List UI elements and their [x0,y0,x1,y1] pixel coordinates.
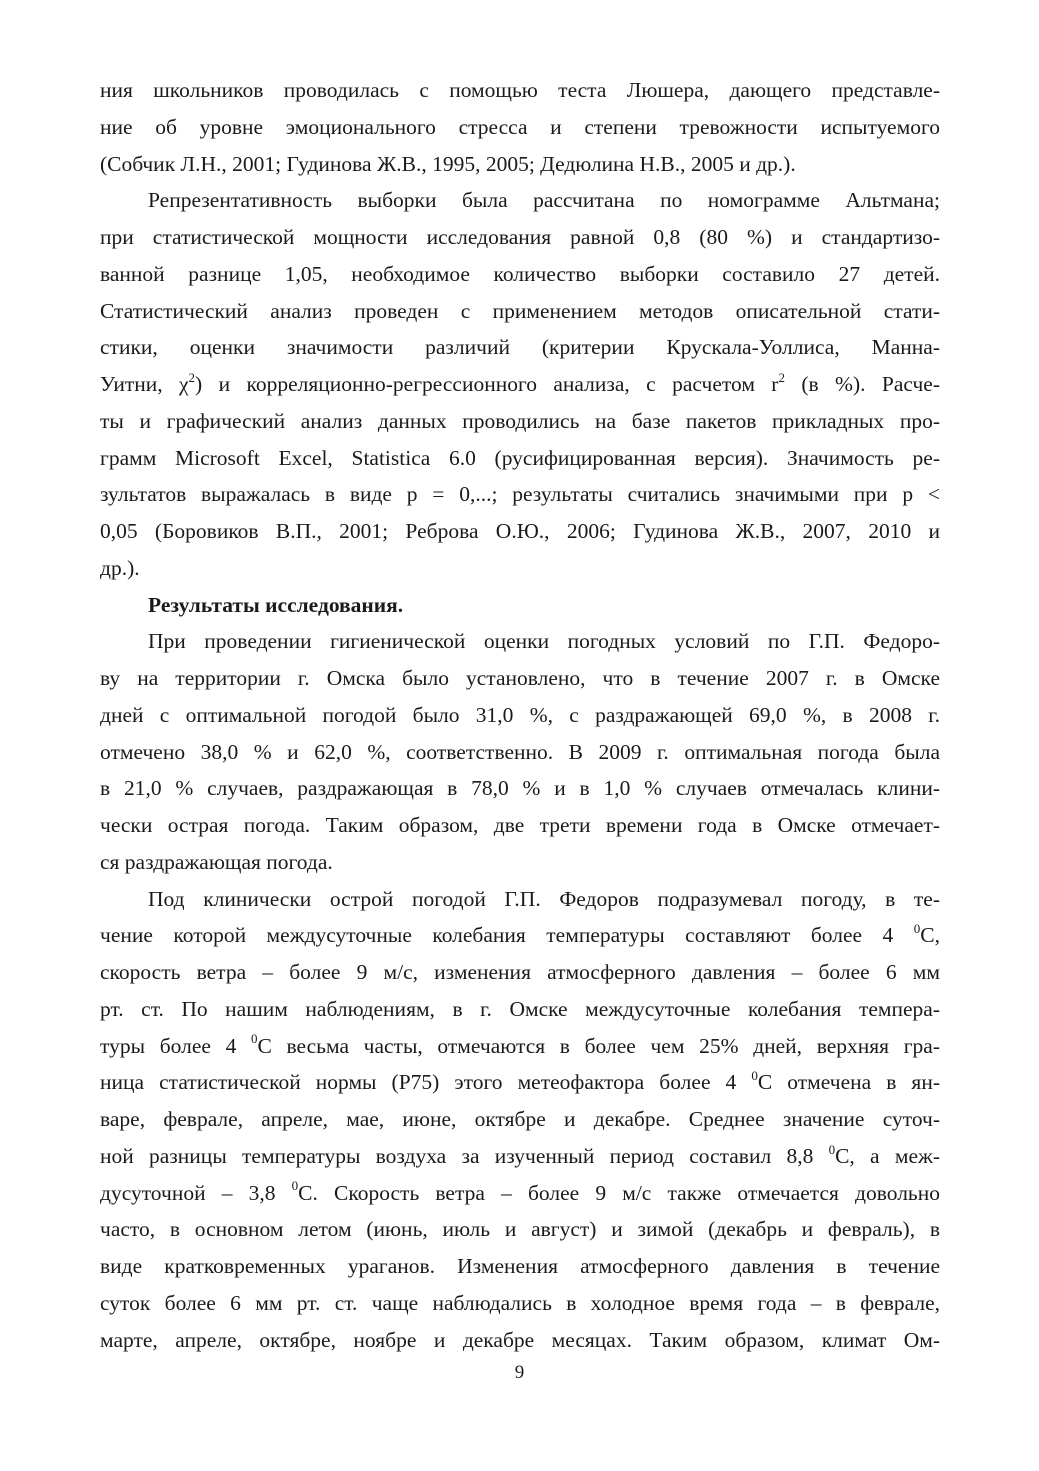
paragraph [100,72,940,182]
text-line [100,991,940,1028]
text-line [100,697,940,734]
text-line [100,72,940,109]
text-run: в 21,0 % случаев, раздражающая в 78,0 % и в 1,0 % случаев отмечалась клини- [100,776,940,801]
text-line [100,844,940,881]
text-run: ся раздражающая погода. [100,849,333,874]
text-run: При проведении гигиенической оценки погодных условий по Г.П. Федоро- [148,629,940,654]
text-line [100,1028,940,1065]
page-number: 9 [514,1362,525,1383]
text-run: Результаты исследования. [148,592,404,617]
paragraph [100,623,940,880]
text-line [100,440,940,477]
text-line [100,807,940,844]
text-run: ты и графический анализ данных проводились на базе пакетов прикладных про- [100,408,940,433]
superscript: 0 [751,1068,758,1084]
text-line [100,219,940,256]
text-run: С отмечена в ян- [757,1070,940,1095]
text-run: Под клинически острой погодой Г.П. Федоров подразумевал погоду, в те- [148,886,940,911]
text-run: марте, апреле, октябре, ноябре и декабре месяцах. Таким образом, климат Ом- [100,1327,940,1352]
text-run: стики, оценки значимости различий (критерии Крускала-Уоллиса, Манна- [100,335,940,360]
text-line [100,1285,940,1322]
text-run: Уитни, χ [100,372,189,396]
text-line [100,1101,940,1138]
paragraph [100,182,940,586]
text-line [100,513,940,550]
text-run: ) и корреляционно-регрессионного анализа, с расчетом r [195,372,779,396]
superscript: 0 [913,921,921,937]
text-run: при статистической мощности исследования равной 0,8 (80 %) и стандартизо- [100,225,940,249]
text-line [100,623,940,660]
text-run: С. Скорость ветра – более 9 м/с также отмечается довольно [298,1180,940,1205]
text-line [100,1064,940,1101]
text-run: др.). [100,555,140,580]
text-line [100,146,940,183]
text-run: виде кратковременных ураганов. Изменения атмосферного давления в течение [100,1254,940,1278]
text-line [100,1248,940,1285]
superscript: 2 [778,369,785,385]
text-run: С весьма часты, отмечаются в более чем 25% дней, верхняя гра- [257,1033,941,1058]
text-run: дусуточной – 3,8 [100,1180,292,1205]
text-line [100,660,940,697]
text-line [100,182,940,219]
text-run: чески острая погода. Таким образом, две трети времени года в Омске отмечает- [100,813,940,837]
text-run: Репрезентативность выборки была рассчитана по номограмме Альтмана; [148,188,940,213]
text-run: ву на территории г. Омска было установлено, что в течение 2007 г. в Омске [100,666,940,690]
text-line [100,1322,940,1359]
text-run: рт. ст. По нашим наблюдениям, в г. Омске междусуточные колебания темпера- [100,996,940,1021]
text-run: (в %). Расче- [784,372,940,396]
superscript: 0 [828,1141,836,1157]
text-run: Статистический анализ проведен с применением методов описательной стати- [100,298,940,323]
text-run: грамм Microsoft Excel, Statistica 6.0 (русифицированная версия). Значимость ре- [100,445,940,470]
text-line [100,403,940,440]
text-run: 0,05 (Боровиков В.П., 2001; Реброва О.Ю., 2006; Гудинова Ж.В., 2007, 2010 и [100,519,940,543]
text-line [100,256,940,293]
text-line [100,881,940,918]
text-run: зультатов выражалась в виде p = 0,...; результаты считались значимыми при p < [100,482,940,507]
text-run: ние об уровне эмоционального стресса и степени тревожности испытуемого [100,114,940,139]
superscript: 0 [291,1178,299,1194]
text-run: (Собчик Л.Н., 2001; Гудинова Ж.В., 1995, 2005; Дедюлина Н.В., 2005 и др.). [100,151,796,176]
superscript: 2 [188,369,196,385]
text-run: суток более 6 мм рт. ст. чаще наблюдались в холодное время года – в феврале, [100,1290,940,1315]
text-run: скорость ветра – более 9 м/с, изменения атмосферного давления – более 6 мм [100,960,940,984]
text-line [100,770,940,807]
text-run: ванной разнице 1,05, необходимое количество выборки составило 27 детей. [100,261,940,286]
text-line [100,1211,940,1248]
text-run: отмечено 38,0 % и 62,0 %, соответственно. В 2009 г. оптимальная погода была [100,739,940,764]
text-line [100,587,940,624]
text-line [100,734,940,771]
text-line [100,366,940,403]
text-line [100,917,940,954]
text-run: С, а меж- [835,1143,940,1168]
text-line [100,1138,940,1175]
text-line [100,476,940,513]
text-line [100,550,940,587]
text-run: ния школьников проводилась с помощью теста Люшера, дающего представле- [100,78,940,102]
text-run: дней с оптимальной погодой было 31,0 %, с раздражающей 69,0 %, в 2008 г. [100,702,940,727]
text-line [100,329,940,366]
text-line [100,1175,940,1212]
text-line [100,954,940,991]
superscript: 0 [251,1031,258,1047]
text-run: туры более 4 [100,1033,252,1058]
text-run: ница статистической нормы (Р75) этого метеофактора более 4 [100,1070,752,1095]
text-line [100,293,940,330]
section-heading [100,587,940,624]
text-run: варе, феврале, апреле, мае, июне, октябре и декабре. Среднее значение суточ- [100,1107,940,1131]
text-run: ной разницы температуры воздуха за изученный период составил 8,8 [100,1143,829,1168]
text-run: чение которой междусуточные колебания температуры составляют более 4 [100,923,914,948]
text-run: С, [920,923,940,948]
body-text [100,72,940,1358]
text-line [100,109,940,146]
paragraph [100,881,940,1359]
text-run: часто, в основном летом (июнь, июль и август) и зимой (декабрь и февраль), в [100,1217,940,1242]
